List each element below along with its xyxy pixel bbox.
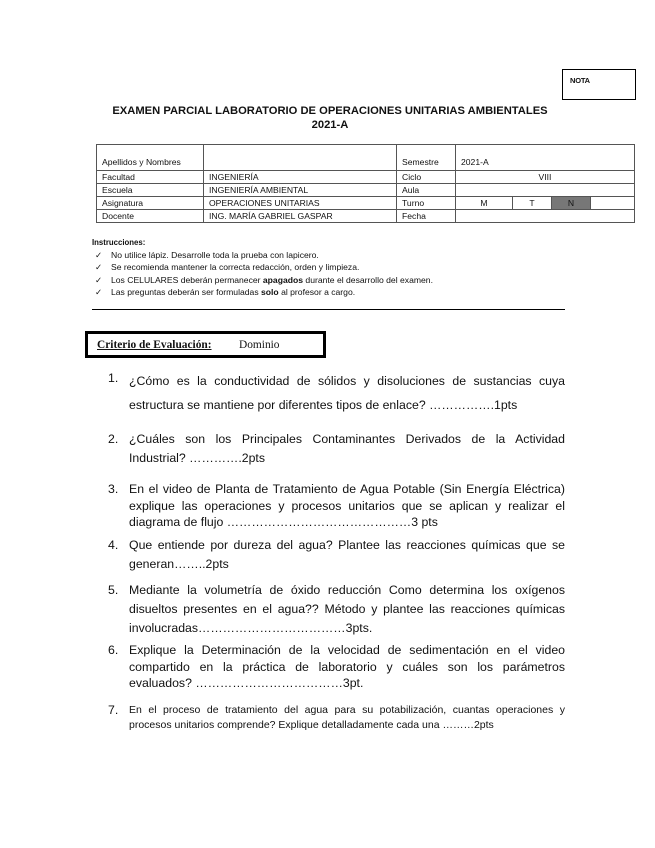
instruction-text-post: durante el desarrollo del examen. — [303, 274, 433, 285]
instruction-text-pre: Las preguntas deberán ser formuladas — [111, 286, 262, 297]
docente-value: ING. MARÍA GABRIEL GASPAR — [204, 210, 397, 223]
checkmark-icon: ✓ — [95, 250, 103, 261]
instruction-text-bold: apagados — [262, 274, 304, 285]
question-6 — [108, 642, 565, 692]
criterio-label: Criterio de Evaluación: — [97, 339, 212, 351]
exam-title — [80, 104, 580, 132]
question-number: 1. — [108, 371, 119, 385]
fecha-label: Fecha — [397, 210, 456, 223]
instruction-text-bold: solo — [261, 286, 279, 297]
instructions-heading: Instrucciones: — [92, 238, 146, 247]
divider — [92, 309, 565, 310]
criterio-value: Dominio — [239, 339, 280, 351]
list-item — [92, 249, 433, 261]
escuela-value: INGENIERÍA AMBIENTAL — [204, 184, 397, 197]
list-item — [92, 261, 433, 273]
escuela-label: Escuela — [97, 184, 204, 197]
turno-option-t[interactable]: T — [513, 197, 552, 210]
instruction-text: No utilice lápiz. Desarrolle toda la prueba con lapicero. — [111, 250, 319, 261]
instruction-text-post: al profesor a cargo. — [278, 286, 356, 297]
question-text: Mediante la volumetría de óxido reducción Como determina los oxígenos disueltos presentes en el agua?? Método y plantee las reacciones químicas involucradas………………………………3pts. — [129, 583, 565, 635]
question-4 — [108, 536, 565, 574]
student-info-table — [96, 144, 635, 223]
table-row — [97, 145, 635, 171]
table-row — [97, 210, 635, 223]
nota-box — [562, 69, 636, 100]
asignatura-label: Asignatura — [97, 197, 204, 210]
turno-empty-cell — [591, 197, 635, 210]
aula-field[interactable] — [456, 184, 635, 197]
nota-label: NOTA — [570, 76, 590, 85]
apellidos-label: Apellidos y Nombres — [97, 145, 204, 171]
table-row — [97, 184, 635, 197]
question-text: Que entiende por dureza del agua? Plantee las reacciones químicas que se generan……..2pts — [129, 538, 565, 571]
checkmark-icon: ✓ — [95, 274, 103, 285]
instruction-text: Se recomienda mantener la correcta redacción, orden y limpieza. — [111, 262, 360, 273]
question-1 — [108, 369, 565, 417]
docente-label: Docente — [97, 210, 204, 223]
checkmark-icon: ✓ — [95, 262, 103, 273]
question-number: 2. — [108, 432, 119, 446]
criterio-box — [85, 331, 326, 358]
question-text: ¿Cómo es la conductividad de sólidos y disoluciones de sustancias cuya estructura se mantiene por diferentes tipos de enlace? …………….1pts — [129, 374, 565, 412]
instructions — [92, 237, 433, 298]
exam-title-line1: EXAMEN PARCIAL LABORATORIO DE OPERACIONES UNITARIAS AMBIENTALES — [112, 105, 548, 117]
question-text: En el proceso de tratamiento del agua para su potabilización, cuantas operaciones y procesos unitarios comprende? Explique detalladamente cada una ………2pts — [129, 704, 565, 731]
question-3 — [108, 481, 565, 531]
ciclo-value: VIII — [456, 171, 635, 184]
question-text: Explique la Determinación de la velocidad de sedimentación en el video compartido en la práctica de laboratorio y cuáles son los parámetros evaluados? ………………………………3pt. — [129, 643, 565, 690]
asignatura-value: OPERACIONES UNITARIAS — [204, 197, 397, 210]
question-2 — [108, 430, 565, 468]
table-row — [97, 197, 635, 210]
turno-label: Turno — [397, 197, 456, 210]
ciclo-label: Ciclo — [397, 171, 456, 184]
question-number: 6. — [108, 643, 119, 657]
turno-option-n[interactable]: N — [552, 197, 591, 210]
question-text: En el video de Planta de Tratamiento de Agua Potable (Sin Energía Eléctrica) explique las operaciones y procesos unitarios que se aplican y realizar el diagrama de flujo ………………………………………3 pts — [129, 482, 565, 529]
exam-title-line2: 2021-A — [311, 119, 349, 131]
instruction-text-pre: Los CELULARES deberán permanecer — [111, 274, 263, 285]
fecha-field[interactable] — [456, 210, 635, 223]
facultad-label: Facultad — [97, 171, 204, 184]
question-7 — [108, 703, 565, 733]
checkmark-icon: ✓ — [95, 286, 103, 297]
semestre-label: Semestre — [397, 145, 456, 171]
facultad-value: INGENIERÍA — [204, 171, 397, 184]
question-number: 4. — [108, 538, 119, 552]
table-row — [97, 171, 635, 184]
semestre-value: 2021-A — [456, 145, 635, 171]
question-number: 5. — [108, 583, 119, 597]
aula-label: Aula — [397, 184, 456, 197]
question-5 — [108, 581, 565, 638]
apellidos-field[interactable] — [204, 145, 397, 171]
question-number: 3. — [108, 482, 119, 496]
question-number: 7. — [108, 703, 119, 717]
turno-option-m[interactable]: M — [456, 197, 513, 210]
list-item — [92, 286, 433, 298]
list-item — [92, 274, 433, 286]
question-text: ¿Cuáles son los Principales Contaminantes Derivados de la Actividad Industrial? ………….2pts — [129, 432, 565, 465]
